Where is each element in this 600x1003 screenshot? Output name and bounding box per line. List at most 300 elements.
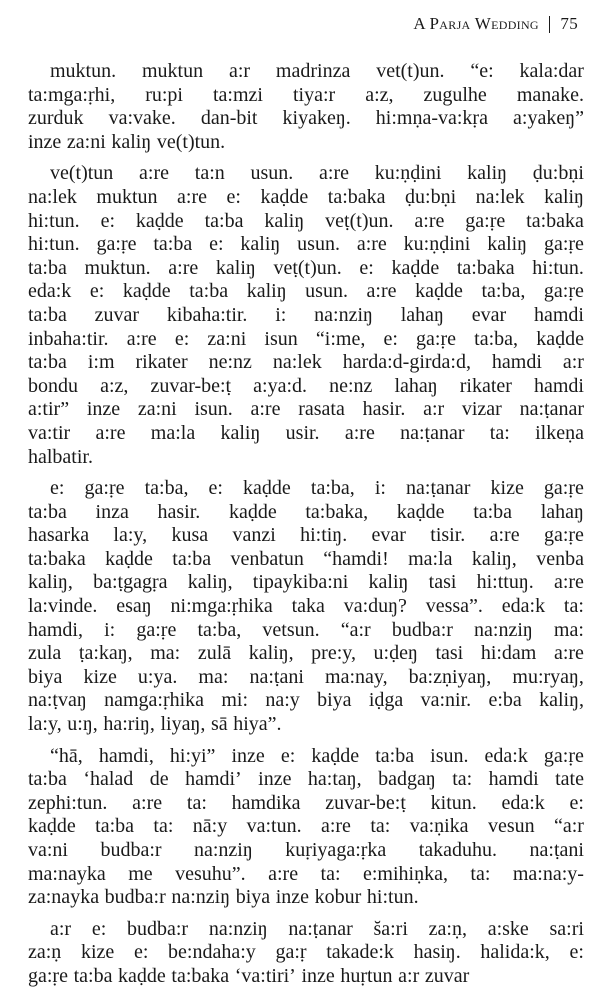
word: ga:ṛe [543, 744, 584, 767]
word: kaliŋ [111, 130, 152, 153]
text-line [28, 745, 584, 769]
word: kibaha:tir. [166, 303, 248, 326]
word: a:re [168, 256, 199, 279]
word: a:re [268, 862, 299, 885]
word: “hamdi! [323, 547, 389, 570]
word: zugulhe [423, 83, 487, 106]
word: hasir. [157, 500, 201, 523]
word: ga:ṛe [465, 209, 506, 232]
text-line [28, 60, 584, 84]
word: muktun. [50, 60, 117, 82]
word: e: [174, 327, 190, 350]
page-number: 75 [560, 14, 578, 33]
word: i:m [87, 351, 115, 374]
word: tate [555, 768, 584, 791]
word: budba:r [100, 839, 162, 861]
text-line [28, 642, 584, 666]
word: ga:ṛe [136, 618, 177, 641]
word: ta:ba, [144, 477, 189, 500]
word: madrinza [275, 60, 351, 82]
word: a:re [414, 209, 445, 232]
text-line [28, 107, 584, 131]
word: u:ŋ, [67, 713, 98, 736]
word: ta: [320, 862, 341, 885]
word: tipaykiba:ni [252, 571, 349, 594]
word: a:re [553, 571, 584, 594]
word: ta:ba [28, 768, 67, 791]
word: hi:tun. [28, 233, 80, 256]
word: usun. [305, 280, 348, 303]
word: va:nir. [420, 689, 472, 712]
word: ve(t)tun. [156, 130, 226, 153]
word: a:re [95, 421, 126, 444]
word: ta: [489, 421, 510, 444]
word: manake. [516, 83, 584, 106]
word: na:ṭanar [400, 421, 465, 444]
word: be:ndaha:y [168, 941, 256, 964]
running-head-title: A Parja Wedding [413, 14, 539, 33]
body-text [28, 60, 584, 997]
word: ga:ṛe [84, 477, 125, 500]
word: kaliŋ [264, 209, 305, 232]
word: hasiŋ. [413, 941, 461, 964]
word: e:mihiṇka, [362, 862, 448, 885]
word: mu:ryaŋ, [512, 665, 584, 688]
word: hamdi, [98, 744, 154, 767]
word: za:nayka [28, 886, 100, 909]
word: a:re [320, 815, 351, 838]
word: a:r [228, 60, 251, 82]
word: hamdi [533, 303, 584, 326]
word: ta:ba [28, 351, 67, 374]
word: ta:baka [28, 547, 86, 570]
word: kaḍde [228, 500, 277, 523]
word: ta:ba [375, 744, 415, 767]
word: hi:mṇa-va:kṛa [375, 107, 488, 130]
word: ta: [452, 768, 473, 791]
text-line [28, 666, 584, 690]
word: inze [231, 744, 265, 767]
word: namga:ṛhika [104, 689, 205, 712]
word: na:ṭanar [288, 917, 353, 940]
word: ma:la [150, 421, 196, 444]
word: kaliŋ, [248, 642, 294, 665]
word: taka [291, 595, 325, 618]
word: va:vake. [108, 107, 176, 130]
word: lahaŋ [540, 500, 584, 523]
word: a:re [366, 280, 397, 303]
word: ta:baka [327, 185, 386, 208]
word: muktun. [84, 256, 151, 279]
word: i: [374, 477, 386, 500]
text-line [28, 162, 584, 186]
word: iḍga [368, 689, 404, 712]
word: ga:ṛe [543, 477, 584, 500]
word: ga:ṛe [416, 327, 457, 350]
word: tisir. [430, 524, 466, 547]
word: zurduk [28, 107, 84, 130]
word: ta:ba [28, 256, 67, 279]
word: na:nziŋ [474, 618, 533, 641]
word: ma:la [408, 547, 453, 570]
word: a:ya:d. [253, 374, 308, 397]
word: e: [89, 280, 105, 303]
word: isun [264, 327, 298, 350]
text-line [28, 619, 584, 643]
word: rasata [298, 398, 345, 421]
word: na:y [265, 689, 300, 712]
word: inze [258, 768, 292, 791]
word: hamdi’ [185, 768, 242, 791]
word: a:re [344, 421, 375, 444]
word: za:ṇ, [428, 917, 467, 940]
word: va:duŋ? [343, 595, 407, 618]
word: e: [100, 209, 116, 232]
text-line [28, 524, 584, 548]
word: kaḍde [415, 280, 463, 303]
text-line [28, 713, 584, 737]
word: na:ṭanar [519, 398, 584, 421]
word: kaḍde [396, 500, 445, 523]
word: va:tun. [246, 815, 302, 838]
word: ga:ṛe [543, 233, 584, 256]
paragraph [28, 162, 584, 469]
word: ta:baka [456, 256, 515, 279]
word: kaliŋ [240, 233, 281, 256]
word: va:ṇika [409, 815, 469, 838]
word: ga:ṛe [28, 964, 68, 987]
word: biya [235, 886, 271, 909]
text-line [28, 965, 584, 989]
word: eda:k [501, 791, 545, 814]
word: usir. [285, 421, 320, 444]
word: kaliŋ [487, 233, 528, 256]
word: tiya:r [292, 83, 336, 106]
word: kaliŋ, [471, 547, 517, 570]
word: ta:mga:ṛhi, [28, 83, 116, 106]
word: ta:baka, [305, 500, 369, 523]
text-line [28, 210, 584, 234]
word: a:yakeŋ” [513, 107, 584, 130]
word: me [128, 862, 153, 885]
word: takade:k [326, 941, 394, 964]
word: a:tir” [28, 398, 70, 421]
word: “a:r [553, 815, 584, 838]
word: a:z, [365, 83, 394, 106]
word: hi:dam [480, 642, 537, 665]
word: kaliŋ [467, 162, 508, 185]
word: biya [317, 689, 352, 712]
word: vizar [461, 398, 502, 421]
word: isun. [194, 398, 233, 421]
header-separator [549, 16, 551, 33]
word: hasarka [28, 524, 90, 547]
text-line [28, 863, 584, 887]
word: usun. [297, 233, 340, 256]
word: ta:ba, [474, 327, 519, 350]
word: s̆a:ri [373, 917, 408, 940]
word: zuvar [94, 303, 140, 326]
word: kala:dar [519, 60, 584, 82]
word: kaḍde [28, 815, 76, 838]
word: takaduhu. [418, 839, 498, 861]
word: kaliŋ [220, 421, 261, 444]
text-line [28, 233, 584, 257]
word: ta: [186, 791, 207, 814]
word: rikater [459, 374, 512, 397]
text-line [28, 304, 584, 328]
word: va:tir [28, 421, 71, 444]
word: hi:tun. [366, 886, 419, 909]
word: na:ṭani [529, 839, 584, 861]
word: a:re [319, 162, 350, 185]
word: na:lek [475, 185, 525, 208]
word: kize [80, 941, 115, 964]
word: usun. [250, 162, 294, 185]
word: i: [275, 303, 287, 326]
word: evar [371, 524, 406, 547]
word: hiya”. [233, 713, 282, 736]
text-line [28, 186, 584, 210]
paragraph [28, 745, 584, 910]
word: vesun [487, 815, 535, 838]
word: kaḍde [311, 744, 360, 767]
word: hamdi [491, 351, 542, 374]
word: a:re [356, 233, 387, 256]
word: hamdi [534, 374, 584, 397]
word: na:nziŋ [208, 917, 268, 940]
word: ta:ba [95, 815, 135, 838]
word: eda:k [28, 280, 72, 303]
word: “a:r [340, 618, 371, 641]
word: ne:nz [329, 374, 373, 397]
word: ‘halad [83, 768, 134, 791]
word: budba:r [104, 886, 166, 909]
text-line [28, 595, 584, 619]
word: ta:ba [189, 280, 229, 303]
word: kitun. [430, 791, 477, 814]
word: kobur [314, 886, 362, 909]
text-line [28, 941, 584, 965]
word: mi: [221, 689, 249, 712]
word: kaliŋ, [28, 571, 73, 594]
word: a:r [423, 398, 445, 421]
word: ha:riŋ, [103, 713, 155, 736]
word: na:nziŋ [314, 303, 373, 326]
word: zephi:tun. [28, 791, 108, 814]
text-line [28, 815, 584, 839]
word: ta:ba, [481, 280, 526, 303]
word: za:ni [137, 398, 177, 421]
word: inze [301, 964, 335, 987]
word: ni:mga:ṛhika [170, 595, 273, 618]
word: liyaŋ, [160, 713, 206, 736]
word: kaḍde [536, 327, 584, 350]
word: inze [275, 886, 310, 909]
word: inze [86, 398, 121, 421]
word: kaḍde [243, 477, 291, 500]
text-line [28, 131, 584, 155]
word: muktun [96, 185, 158, 208]
text-line [28, 446, 584, 470]
word: sa:ri [549, 917, 584, 940]
word: hasir. [362, 398, 406, 421]
word: veṭ(t)un. [273, 256, 342, 279]
word: badgaŋ [378, 768, 436, 791]
word: e: [209, 233, 224, 256]
word: tasi [435, 642, 464, 665]
word: la:y, [28, 713, 62, 736]
word: e: [569, 941, 584, 964]
text-line [28, 918, 584, 942]
word: a:re [489, 524, 520, 547]
word: ta:ba [28, 500, 67, 523]
word: zuvar-be:ṭ [150, 374, 232, 397]
word: huṛtun [340, 964, 393, 987]
word: ta: [370, 815, 391, 838]
text-line [28, 839, 584, 863]
word: ga:ṛ [275, 941, 307, 964]
word: va:ni [28, 839, 68, 861]
word: ma: [553, 618, 584, 641]
word: ga:ṛe [543, 280, 584, 303]
text-line [28, 280, 584, 304]
word: vesuhu”. [175, 862, 246, 885]
word: ga:ṛe [543, 524, 584, 547]
word: na:ṭvaŋ [28, 689, 87, 712]
word: tasi [428, 571, 457, 594]
word: vanzi [232, 524, 276, 547]
word: vet(t)un. [376, 60, 445, 82]
word: ta:ba [172, 547, 212, 570]
word: u:ḍeŋ [373, 642, 418, 665]
text-line [28, 886, 584, 910]
word: hi:tun. [28, 209, 80, 232]
word: hi:tiŋ. [300, 524, 348, 547]
word: kaḍde [105, 547, 153, 570]
word: hi:ttuŋ. [476, 571, 534, 594]
text-line [28, 422, 584, 446]
word: kaḍde [391, 256, 440, 279]
word: bondu [28, 374, 78, 397]
text-line [28, 548, 584, 572]
word: ta:n [194, 162, 225, 185]
paragraph [28, 477, 584, 737]
text-line [28, 375, 584, 399]
word: ma:nayka [28, 862, 106, 885]
word: “hā, [50, 744, 83, 767]
word: pre:y, [311, 642, 356, 665]
word: harda:d-girda:d, [342, 351, 471, 374]
word: “e: [470, 60, 494, 82]
word: kaḍde [118, 964, 166, 987]
word: ma:nay, [325, 665, 388, 688]
word: inze [28, 130, 62, 153]
word: ta:ba [204, 209, 244, 232]
word: vetsun. [262, 618, 320, 641]
text-line [28, 501, 584, 525]
word: budba:r [127, 917, 189, 940]
word: kize [490, 477, 524, 500]
word: ta: [470, 862, 491, 885]
word: kaliŋ [368, 571, 409, 594]
word: a:r [50, 917, 72, 940]
word: dan-bit [200, 107, 258, 130]
text-line [28, 398, 584, 422]
word: kaliŋ [246, 280, 287, 303]
word: ma:na:y- [512, 862, 584, 885]
word: kiyakeŋ. [282, 107, 351, 130]
word: ne:nz [208, 351, 252, 374]
word: kaliŋ [215, 256, 256, 279]
text-line [28, 328, 584, 352]
text-line [28, 768, 584, 792]
word: na:lek [272, 351, 322, 374]
word: e: [280, 744, 296, 767]
word: hi:tun. [532, 256, 584, 279]
word: kaliŋ [544, 185, 584, 208]
word: eda:k [501, 595, 546, 618]
word: a:re [177, 185, 208, 208]
word: lahaŋ [400, 303, 444, 326]
word: la:y, [113, 524, 148, 547]
word: a:re [132, 791, 163, 814]
word: e: [383, 327, 398, 350]
word: ta:ba [73, 964, 113, 987]
word: ṭa:kaŋ, [78, 642, 133, 665]
word: vessa”. [425, 595, 483, 618]
word: ta: [563, 595, 584, 618]
word: biya [28, 665, 63, 688]
word: ḍu:bṇi [532, 162, 584, 185]
word: hamdi [488, 768, 539, 791]
word: ta:ba, [197, 618, 242, 641]
word: a:re [139, 162, 170, 185]
word: la:vinde. [28, 595, 98, 618]
word: e: [359, 256, 374, 279]
word: ma: [150, 642, 181, 665]
text-line [28, 689, 584, 713]
word: inza [95, 500, 129, 523]
word: de [149, 768, 169, 791]
word: na:nziŋ [194, 839, 253, 861]
word: lahaŋ [394, 374, 438, 397]
word: za:ṇ [28, 941, 62, 964]
word: zuvar [424, 964, 470, 987]
word: venbatun [230, 547, 304, 570]
word: ve(t)tun [50, 162, 114, 185]
word: a:re [553, 642, 584, 665]
word: kusa [171, 524, 209, 547]
word: ga:ṛe [96, 233, 137, 256]
word: ilkeṇa [535, 421, 584, 444]
word: e: [226, 185, 241, 208]
word: inbaha:tir. [28, 327, 109, 350]
word: na:lek [28, 185, 77, 208]
word: a:r [562, 351, 584, 374]
text-line [28, 84, 584, 108]
word: ma: [198, 665, 229, 688]
word: e: [50, 477, 65, 500]
word: sā [210, 713, 228, 736]
word: e: [208, 477, 223, 500]
word: esaŋ [116, 595, 152, 618]
word: muktun [141, 60, 204, 82]
word: i: [104, 618, 116, 641]
word: a:ske [487, 917, 529, 940]
word: ta:ba [473, 500, 513, 523]
word: za:ni [207, 327, 247, 350]
